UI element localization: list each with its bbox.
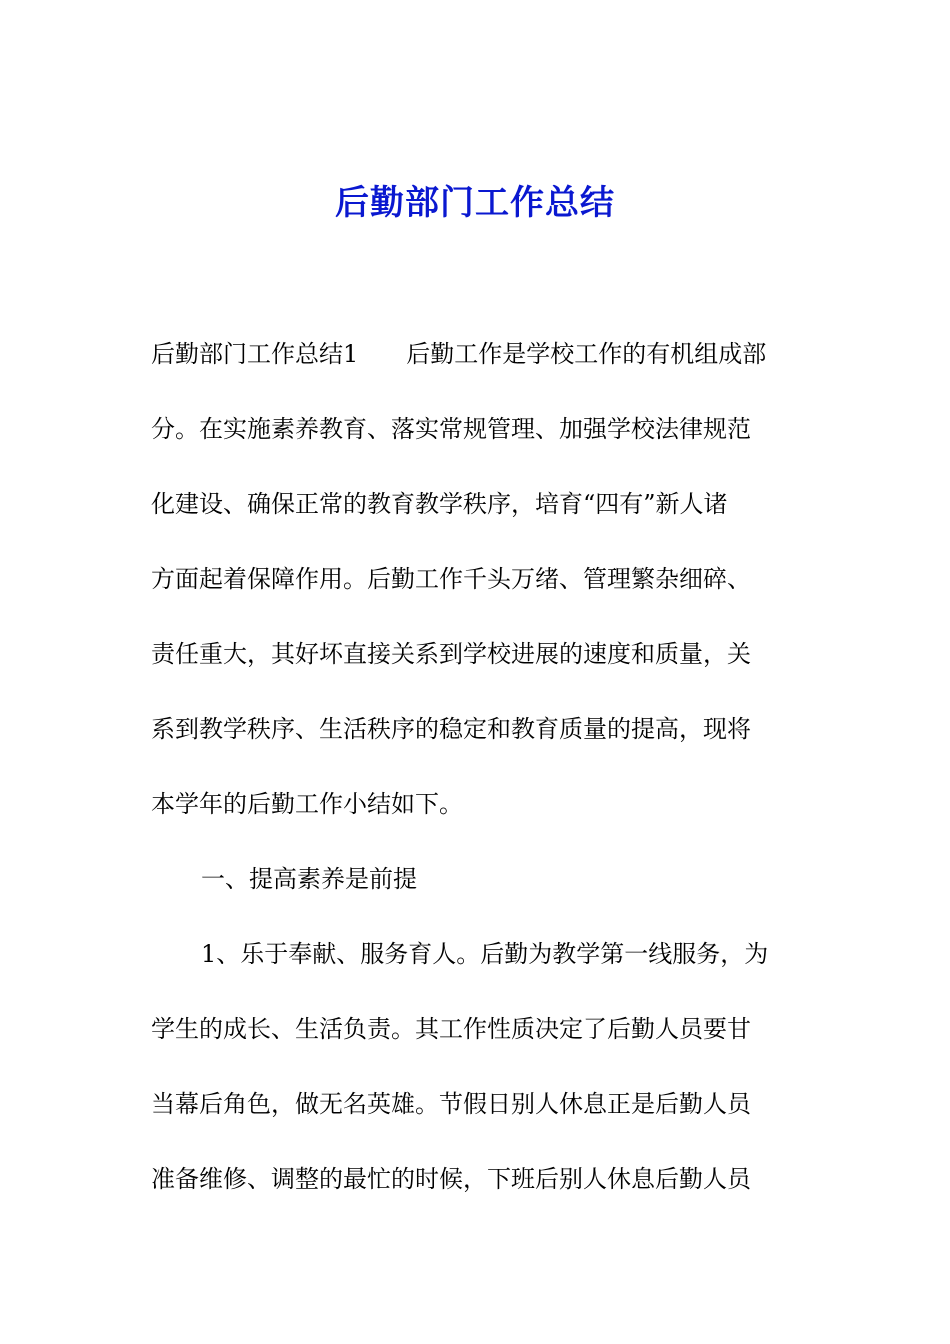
paragraph-line: 分。在实施素养教育、落实常规管理、加强学校法律规范 bbox=[151, 415, 751, 443]
paragraph-line: 化建设、确保正常的教育教学秩序，培育“四有”新人诸 bbox=[151, 490, 728, 518]
paragraph-line: 本学年的后勤工作小结如下。 bbox=[151, 790, 463, 818]
section-label: 后勤部门工作总结1 bbox=[151, 340, 359, 368]
paragraph-line: 学生的成长、生活负责。其工作性质决定了后勤人员要甘 bbox=[151, 1015, 751, 1043]
paragraph-line: 1、乐于奉献、服务育人。后勤为教学第一线服务，为 bbox=[201, 940, 769, 968]
document-title: 后勤部门工作总结 bbox=[335, 183, 615, 223]
paragraph-line: 方面起着保障作用。后勤工作千头万绪、管理繁杂细碎、 bbox=[151, 565, 751, 593]
paragraph-line: 责任重大，其好坏直接关系到学校进展的速度和质量，关 bbox=[151, 640, 751, 668]
paragraph-line: 准备维修、调整的最忙的时候，下班后别人休息后勤人员 bbox=[151, 1165, 751, 1193]
line-text: 后勤工作是学校工作的有机组成部 bbox=[406, 340, 767, 368]
section-heading: 一、提高素养是前提 bbox=[201, 865, 417, 893]
paragraph-line bbox=[151, 338, 821, 370]
paragraph-line: 系到教学秩序、生活秩序的稳定和教育质量的提高，现将 bbox=[151, 715, 751, 743]
paragraph-line: 当幕后角色，做无名英雄。节假日别人休息正是后勤人员 bbox=[151, 1090, 751, 1118]
